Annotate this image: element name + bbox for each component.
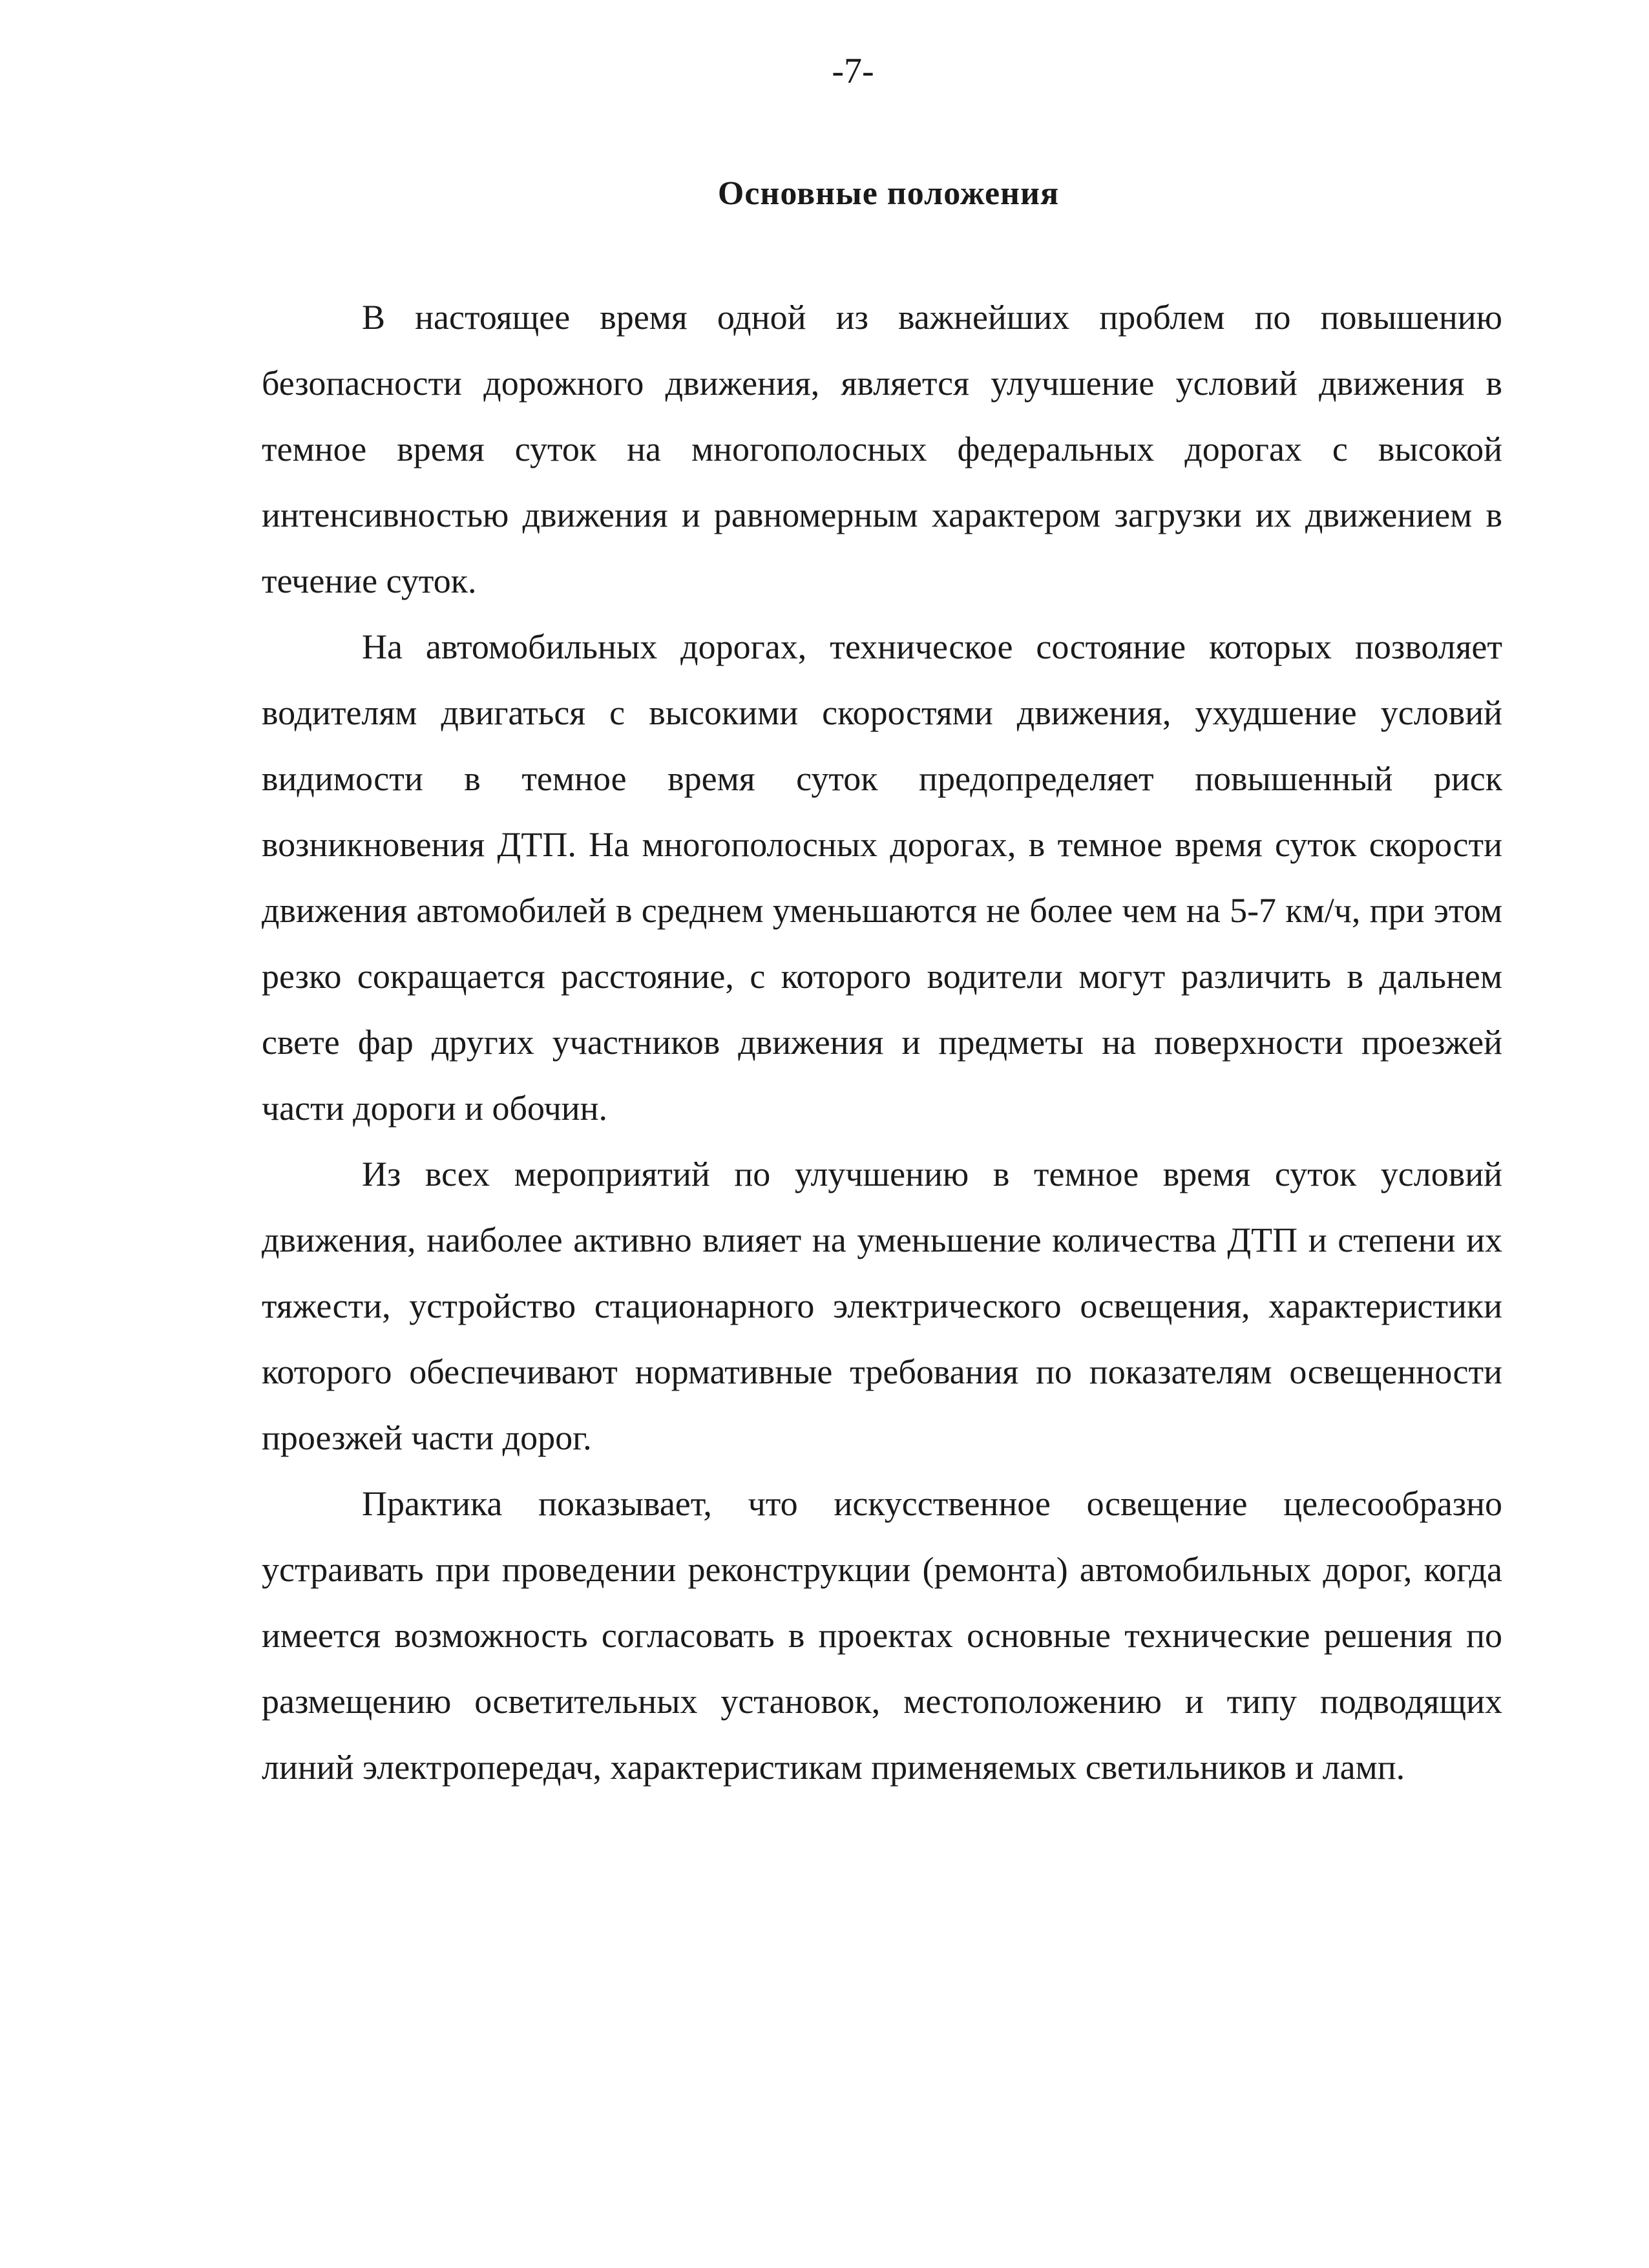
paragraph-1: В настоящее время одной из важнейших проблем по повышению безопасности дорожного движения, является улучшение условий движения в темное время суток на многополосных федеральных дорогах с высокой интенсивностью движения и равномерным характером загрузки их движением в течение суток. — [262, 298, 1502, 600]
body-text — [262, 284, 1502, 1800]
section-heading: Основные положения — [717, 175, 1060, 212]
paragraph-3: Из всех мероприятий по улучшению в темное время суток условий движения, наиболее активно влияет на уменьшение количества ДТП и степени их тяжести, устройство стационарного электрического освещения, характеристики которого обеспечивают нормативные требования по показателям освещенности проезжей части дорог. — [262, 1155, 1502, 1457]
paragraph-2: На автомобильных дорогах, техническое состояние которых позволяет водителям двигаться с высокими скоростями движения, ухудшение условий видимости в темное время суток предопределяет повышенный риск возникновения ДТП. На многополосных дорогах, в темное время суток скорости движения автомобилей в среднем уменьшаются не более чем на 5-7 км/ч, при этом резко сокращается расстояние, с которого водители могут различить в дальнем свете фар других участников движения и предметы на поверхности проезжей части дороги и обочин. — [262, 627, 1502, 1128]
paragraph-4: Практика показывает, что искусственное освещение целесообразно устраивать при проведении реконструкции (ремонта) автомобильных дорог, когда имеется возможность согласовать в проектах основные технические решения по размещению осветительных установок, местоположению и типу подводящих линий электропередач, характеристикам применяемых светильников и ламп. — [262, 1484, 1502, 1787]
page-number: -7- — [832, 51, 874, 91]
